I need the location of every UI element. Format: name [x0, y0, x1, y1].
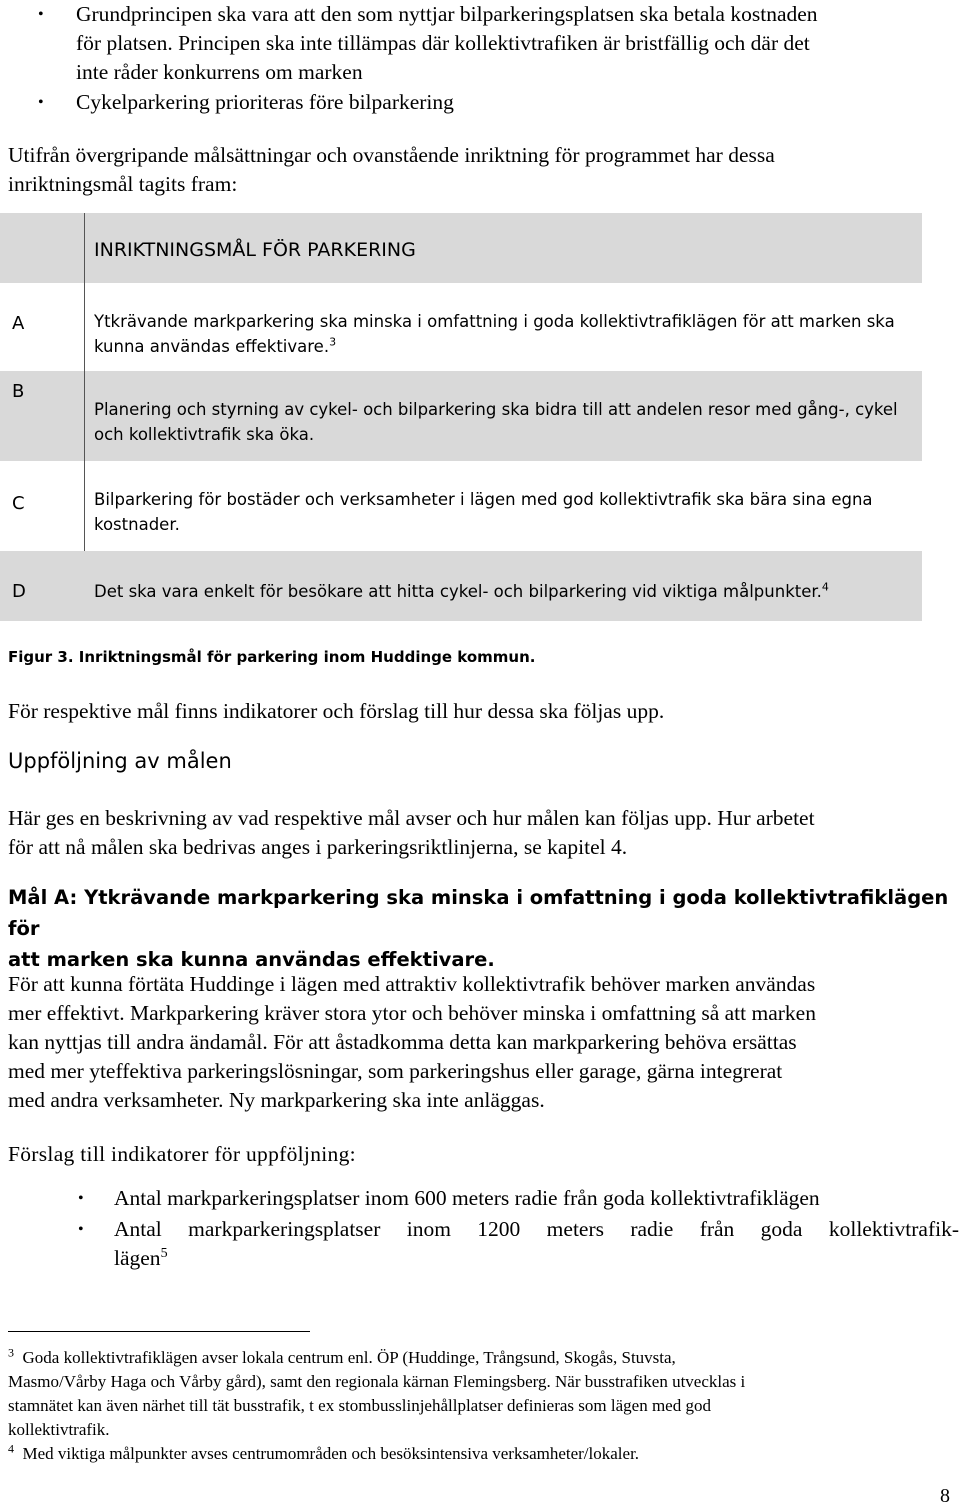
intro-line: inriktningsmål tagits fram: — [8, 172, 238, 196]
footnote-number: 3 — [8, 1345, 14, 1360]
goal-text — [94, 579, 914, 604]
column-divider — [84, 213, 85, 283]
proposal-line: Antal markparkeringsplatser inom 1200 meters radie från goda kollektivtrafik- — [114, 1217, 959, 1241]
goal-text — [94, 309, 914, 359]
footnotes — [8, 1346, 953, 1466]
table-header-row — [0, 213, 922, 283]
footnote-number: 4 — [8, 1441, 14, 1456]
bullet-symbol: • — [78, 1221, 84, 1238]
heading-line: Mål A: Ytkrävande markparkering ska minska i omfattning i goda kollektivtrafiklägen för — [8, 886, 949, 940]
column-divider — [84, 461, 85, 551]
footnote-line: Goda kollektivtrafiklägen avser lokala centrum enl. ÖP (Huddinge, Trångsund, Skogås, Stuvsta, — [22, 1348, 676, 1367]
indicators-sentence: För respektive mål finns indikatorer och förslag till hur dessa ska följas upp. — [8, 699, 665, 723]
goal-text-line: Ytkrävande markparkering ska minska i omfattning i goda kollektivtrafiklägen för att marken ska — [94, 312, 895, 331]
goal-text-line: Planering och styrning av cykel- och bilparkering ska bidra till att andelen resor med gång-, cykel — [94, 400, 898, 419]
column-divider — [84, 283, 85, 377]
footnote-line: Med viktiga målpunkter avses centrumområden och besöksintensiva verksamheter/lokaler. — [22, 1444, 640, 1463]
goal-letter: C — [12, 493, 25, 514]
goal-text-line: Det ska vara enkelt för besökare att hitta cykel- och bilparkering vid viktiga målpunkter. — [94, 582, 822, 601]
list-item — [114, 1184, 959, 1213]
paragraph-line: mer effektivt. Markparkering kräver stora ytor och behöver minska i omfattning så att marken — [8, 1001, 816, 1025]
proposals-label: Förslag till indikatorer för uppföljning: — [8, 1142, 356, 1166]
goal-text-line: kunna användas effektivare. — [94, 337, 330, 356]
bullet-symbol: • — [38, 94, 44, 111]
footnote-ref: 3 — [329, 335, 337, 349]
paragraph-line: Här ges en beskrivning av vad respektive mål avser och hur målen kan följas upp. Hur arbetet — [8, 806, 815, 830]
goal-text — [94, 397, 914, 447]
paragraph-line: med mer yteffektiva parkeringslösningar, som parkeringshus eller garage, gärna integrerat — [8, 1059, 783, 1083]
column-divider — [84, 371, 85, 461]
bullet-line: inte råder konkurrens om marken — [76, 60, 363, 84]
table-header: INRIKTNINGSMÅL FÖR PARKERING — [94, 239, 416, 261]
figure-caption: Figur 3. Inriktningsmål för parkering inom Huddinge kommun. — [8, 648, 536, 666]
footnote-separator — [8, 1331, 310, 1332]
table-row — [0, 371, 922, 461]
bullet-line: Grundprincipen ska vara att den som nyttjar bilparkeringsplatsen ska betala kostnaden — [76, 2, 818, 26]
bullet-symbol: • — [78, 1190, 84, 1207]
paragraph-line: För att kunna förtäta Huddinge i lägen med attraktiv kollektivtrafik behöver marken användas — [8, 972, 816, 996]
intro-line: Utifrån övergripande målsättningar och ovanstående inriktning för programmet har dessa — [8, 143, 775, 167]
intro-paragraph — [8, 141, 953, 199]
goal-a-heading — [8, 882, 958, 975]
bullet-symbol: • — [38, 6, 44, 23]
footnote-ref: 4 — [821, 580, 829, 594]
footnote — [8, 1346, 953, 1442]
page-number: 8 — [940, 1485, 950, 1507]
heading-line: att marken ska kunna användas effektivare. — [8, 948, 495, 971]
goal-text-line: kostnader. — [94, 515, 180, 534]
list-item — [114, 1215, 959, 1273]
bullet-line: för platsen. Principen ska inte tillämpas där kollektivtrafiken är bristfällig och där det — [76, 31, 810, 55]
paragraph-line: kan nyttjas till andra ändamål. För att åstadkomma detta kan markparkering behöva ersättas — [8, 1030, 797, 1054]
goal-text-line: och kollektivtrafik ska öka. — [94, 425, 315, 444]
table-row — [0, 461, 922, 551]
paragraph-line: för att nå målen ska bedrivas anges i parkeringsriktlinjerna, se kapitel 4. — [8, 835, 628, 859]
proposal-line: lägen — [114, 1246, 161, 1270]
footnote-line: kollektivtrafik. — [8, 1420, 110, 1439]
bullet-line: Cykelparkering prioriteras före bilparkering — [76, 90, 454, 114]
table-row — [0, 283, 922, 377]
paragraph-line: med andra verksamheter. Ny markparkering ska inte anläggas. — [8, 1088, 545, 1112]
goal-letter: A — [12, 313, 25, 334]
section-heading: Uppföljning av målen — [8, 749, 232, 773]
goal-letter: D — [12, 581, 26, 602]
footnote-ref: 5 — [160, 1245, 168, 1261]
goal-a-paragraph — [8, 970, 958, 1115]
goal-letter: B — [12, 381, 25, 402]
footnote-line: Masmo/Vårby Haga och Vårby gård), samt den regionala kärnan Flemingsberg. När busstrafiken utvecklas i — [8, 1372, 746, 1391]
footnote — [8, 1442, 953, 1466]
footnote-line: stamnätet kan även närhet till tät busstrafik, t ex stombusslinjehållplatser definieras som lägen med god — [8, 1396, 711, 1415]
goal-text-line: Bilparkering för bostäder och verksamheter i lägen med god kollektivtrafik ska bära sina egna — [94, 490, 873, 509]
table-row — [0, 551, 922, 621]
followup-paragraph — [8, 804, 958, 862]
goal-text — [94, 487, 914, 537]
proposal-line: Antal markparkeringsplatser inom 600 meters radie från goda kollektivtrafiklägen — [114, 1186, 820, 1210]
